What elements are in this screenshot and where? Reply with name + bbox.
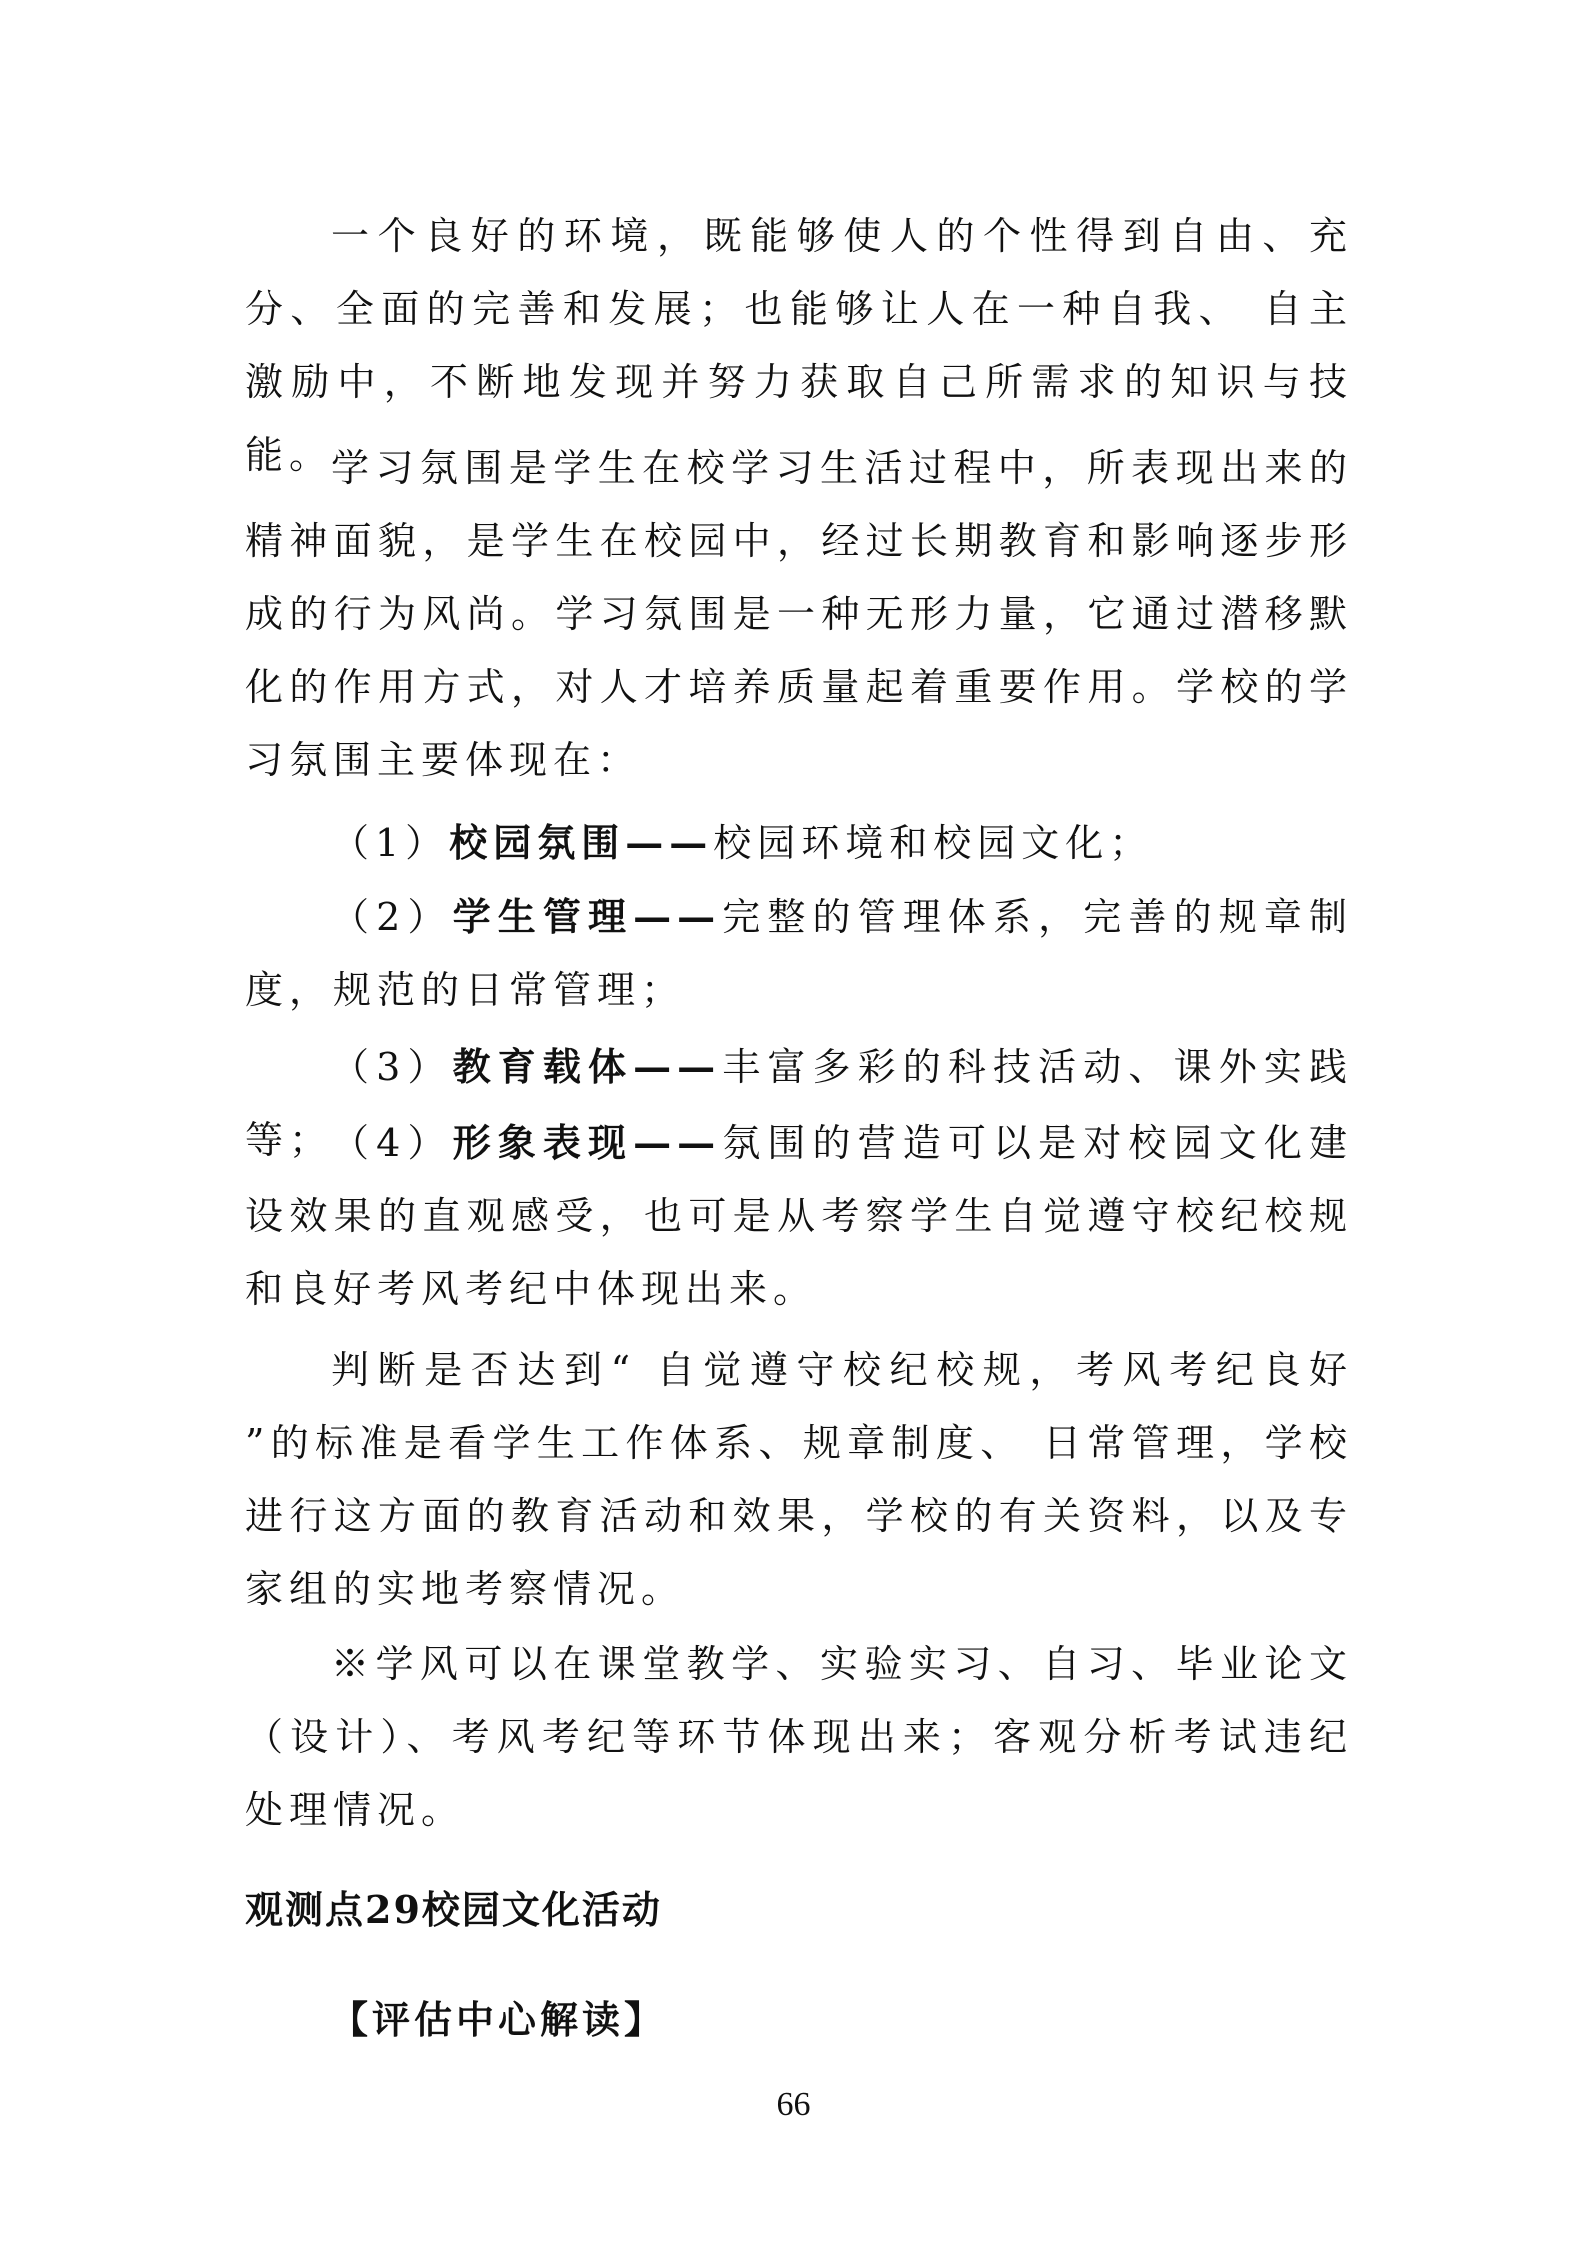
item-number: （4） xyxy=(331,1121,453,1165)
paragraph-study-style-note: ※学风可以在课堂教学、实验实习、自习、毕业论文（设计）、考风考纪等环节体现出来；客观分析考试违纪处理情况。 xyxy=(245,1642,1353,1832)
list-item-image-performance xyxy=(245,1106,1353,1326)
item-lead: 形象表现—— xyxy=(452,1120,722,1165)
list-item-student-management xyxy=(245,880,1353,1027)
page-number: 66 xyxy=(776,2086,811,2123)
item-lead: 校园氛围—— xyxy=(449,820,714,865)
section-subheading: 【评估中心解读】 xyxy=(330,1997,667,2042)
item-text: 丰富多彩的科技活动、课外实践等； xyxy=(245,1045,1353,1162)
item-number: （2） xyxy=(331,895,453,939)
paragraph-judgment-standard: 判断是否达到“ 自觉遵守校纪校规，考风考纪良好 ”的标准是看学生工作体系、规章制度、 日常管理，学校进行这方面的教育活动和效果，学校的有关资料，以及专家组的实地考察情况。 xyxy=(245,1348,1353,1611)
section-heading: 观测点29校园文化活动 xyxy=(245,1887,662,1932)
item-number: （3） xyxy=(331,1045,453,1089)
list-item-campus-atmosphere xyxy=(245,806,1353,880)
paragraph-environment: 一个良好的环境，既能够使人的个性得到自由、充分、全面的完善和发展；也能够让人在一种自我、 自主激励中，不断地发现并努力获取自己所需求的知识与技能。 xyxy=(245,214,1353,477)
item-lead: 教育载体—— xyxy=(452,1044,722,1089)
item-lead: 学生管理—— xyxy=(452,894,722,939)
item-text: 氛围的营造可以是对校园文化建设效果的直观感受，也可是从考察学生自觉遵守校纪校规和良好考风考纪中体现出来。 xyxy=(245,1121,1353,1311)
item-text: 完整的管理体系，完善的规章制度，规范的日常管理； xyxy=(245,895,1353,1012)
item-number: （1） xyxy=(331,821,450,865)
paragraph-learning-atmosphere: 学习氛围是学生在校学习生活过程中，所表现出来的精神面貌，是学生在校园中，经过长期教育和影响逐步形成的行为风尚。学习氛围是一种无形力量，它通过潜移默化的作用方式，对人才培养质量起着重要作用。学校的学习氛围主要体现在： xyxy=(245,446,1353,782)
item-text: 校园环境和校园文化； xyxy=(713,821,1154,865)
